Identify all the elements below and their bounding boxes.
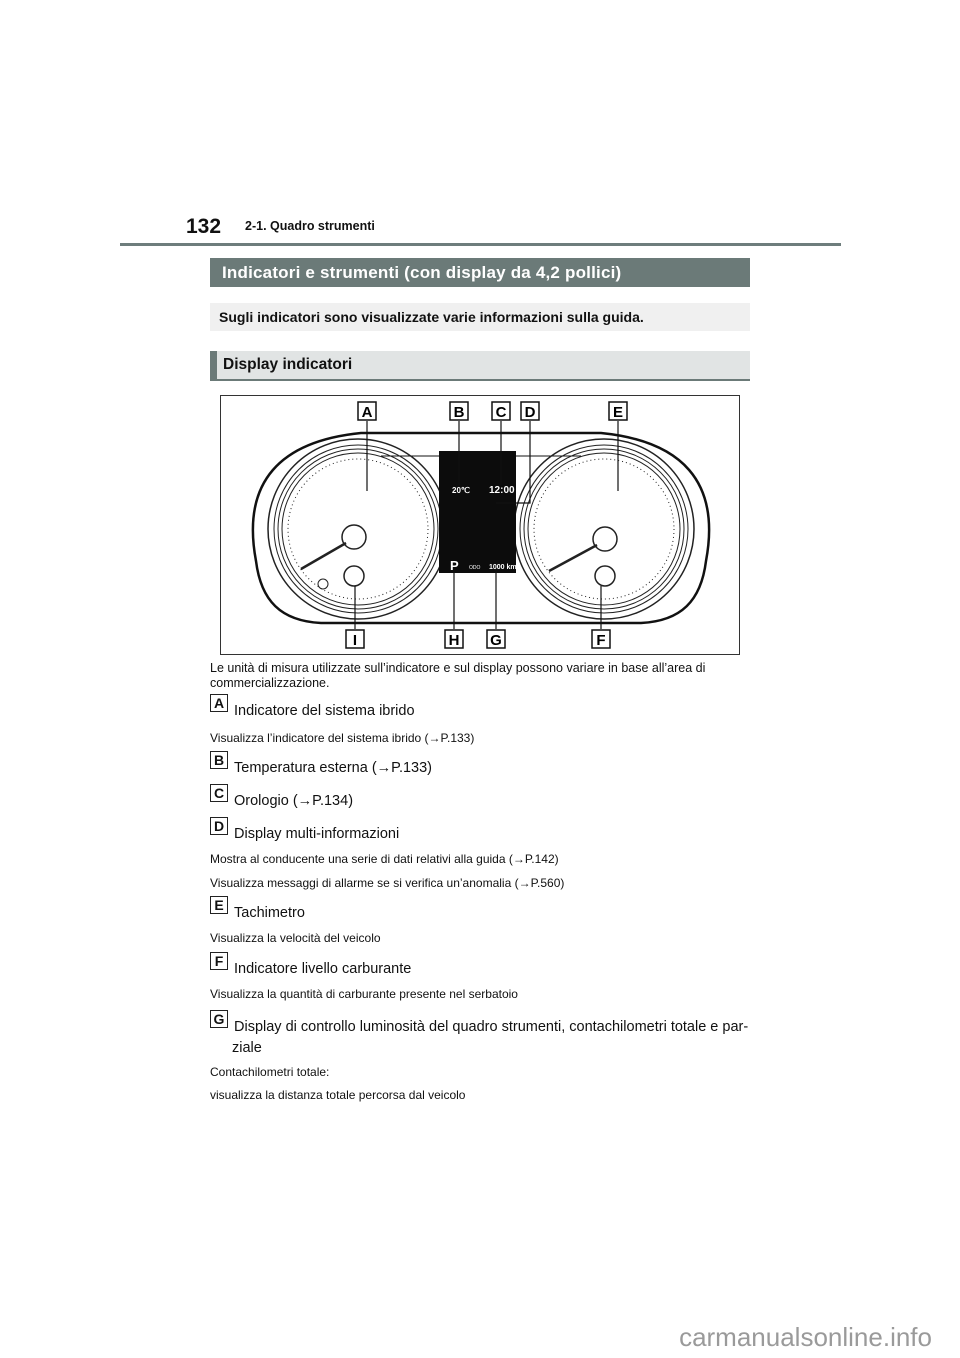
item-e bbox=[210, 897, 305, 923]
header-rule bbox=[120, 243, 841, 246]
letter-box: A bbox=[210, 694, 228, 712]
subheading: Display indicatori bbox=[210, 351, 750, 381]
letter-box: D bbox=[210, 817, 228, 835]
page-number: 132 bbox=[186, 215, 222, 238]
watermark: carmanualsonline.info bbox=[679, 1322, 932, 1352]
svg-text:C: C bbox=[495, 404, 507, 421]
item-label: Tachimetro bbox=[234, 905, 305, 921]
gear-readout: P bbox=[450, 558, 459, 573]
item-c bbox=[210, 785, 354, 811]
svg-text:I: I bbox=[352, 632, 358, 649]
callout-g bbox=[487, 630, 505, 649]
item-a bbox=[210, 695, 415, 721]
letter-box: C bbox=[210, 784, 228, 802]
svg-text:E: E bbox=[612, 404, 624, 421]
svg-text:F: F bbox=[596, 632, 606, 649]
item-label: Orologio (→P.134) bbox=[234, 793, 354, 809]
letter-box: G bbox=[210, 1010, 228, 1028]
svg-text:H: H bbox=[448, 632, 460, 649]
callout-c bbox=[492, 402, 510, 421]
item-desc: Mostra al conducente una serie di dati relativi alla guida (→P.142) bbox=[210, 852, 559, 866]
letter-box: F bbox=[210, 952, 228, 970]
svg-text:B: B bbox=[453, 404, 465, 421]
odo-label: ODO bbox=[469, 565, 481, 571]
item-desc: Visualizza la quantità di carburante presente nel serbatoio bbox=[210, 987, 518, 1001]
callout-i bbox=[346, 630, 364, 649]
callout-f bbox=[592, 630, 610, 649]
section-title: Indicatori e strumenti (con display da 4,2 pollici) bbox=[210, 258, 750, 287]
item-label: Display multi-informazioni bbox=[234, 826, 400, 842]
clock-readout: 12:00 bbox=[489, 485, 515, 496]
callout-d bbox=[521, 402, 539, 421]
item-label: Indicatore del sistema ibrido bbox=[234, 703, 415, 719]
callout-h bbox=[445, 630, 463, 649]
speedometer bbox=[514, 439, 694, 619]
svg-text:D: D bbox=[524, 404, 536, 421]
item-desc: Visualizza la velocità del veicolo bbox=[210, 931, 381, 945]
outside-temp-readout: 20℃ bbox=[452, 486, 470, 495]
figure-caption: Le unità di misura utilizzate sull’indicatore e sul display possono variare in base all’area di commercializzazione. bbox=[210, 661, 706, 690]
item-desc: Contachilometri totale: bbox=[210, 1065, 330, 1079]
item-desc: visualizza la distanza totale percorsa dal veicolo bbox=[210, 1088, 466, 1102]
item-label: Display di controllo luminosità del quadro strumenti, contachilometri totale e par- bbox=[234, 1019, 749, 1035]
item-g bbox=[210, 1011, 749, 1037]
item-d bbox=[210, 818, 400, 844]
item-b bbox=[210, 752, 433, 778]
item-desc: Visualizza l’indicatore del sistema ibrido (→P.133) bbox=[210, 731, 475, 745]
item-label-continued: ziale bbox=[232, 1040, 262, 1056]
chapter-title: 2-1. Quadro strumenti bbox=[245, 219, 375, 233]
multi-information-display bbox=[439, 451, 516, 573]
item-label: Indicatore livello carburante bbox=[234, 961, 412, 977]
svg-text:G: G bbox=[490, 632, 502, 649]
callout-e bbox=[609, 402, 627, 421]
item-label: Temperatura esterna (→P.133) bbox=[234, 760, 433, 776]
letter-box: E bbox=[210, 896, 228, 914]
item-f bbox=[210, 953, 412, 979]
intro-box: Sugli indicatori sono visualizzate varie informazioni sulla guida. bbox=[210, 303, 750, 331]
hybrid-system-gauge bbox=[268, 439, 448, 619]
letter-box: B bbox=[210, 751, 228, 769]
item-desc: Visualizza messaggi di allarme se si verifica un’anomalia (→P.560) bbox=[210, 876, 565, 890]
instrument-cluster-figure bbox=[220, 395, 740, 655]
svg-text:A: A bbox=[361, 404, 373, 421]
callout-b bbox=[450, 402, 468, 421]
callout-a bbox=[358, 402, 376, 421]
odo-value: 1000 km bbox=[489, 564, 517, 571]
